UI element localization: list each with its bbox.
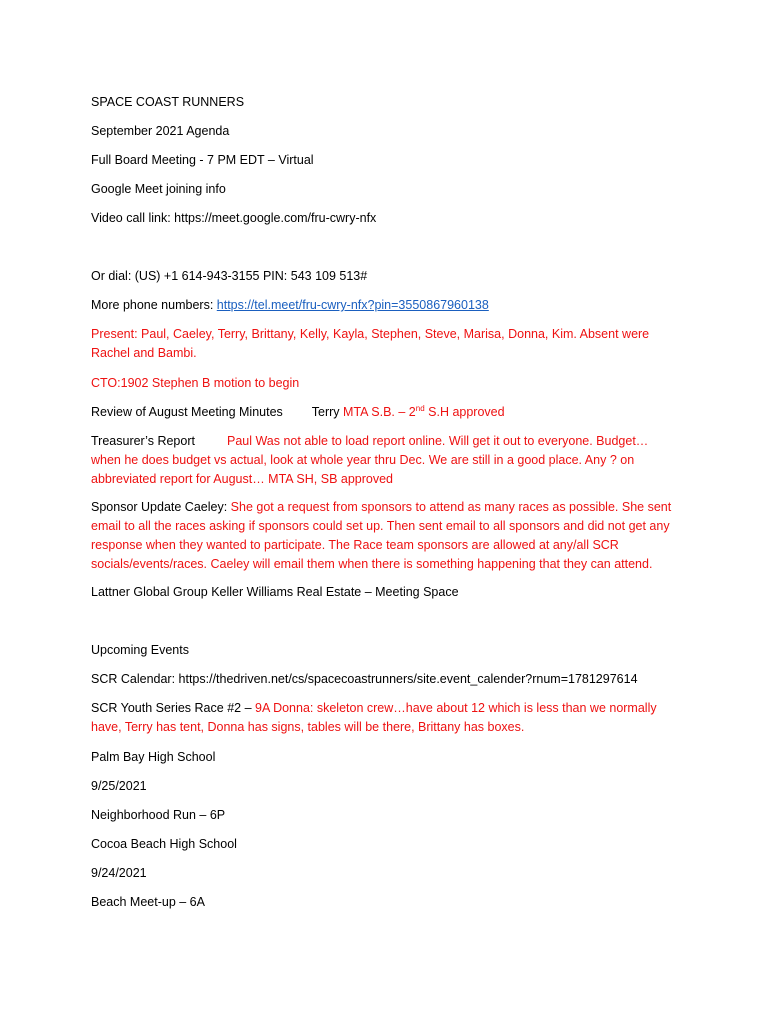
- treasurer-note: Paul Was not able to load report online. Will get it out to everyone. Budget… when he does budget vs actual, look at whole year thru Dec. We are still in a good place. Any ? on abbreviated report for August… MTA SH, SB approved: [91, 434, 649, 486]
- youth-series: [91, 699, 666, 737]
- agenda-title: September 2021 Agenda: [91, 124, 230, 138]
- present-line: Present: Paul, Caeley, Terry, Brittany, Kelly, Kayla, Stephen, Steve, Marisa, Donna, Kim. Absent were Rachel and Bambi.: [91, 327, 650, 360]
- beach-meetup: Beach Meet-up – 6A: [91, 895, 205, 909]
- palm-bay-school: Palm Bay High School: [91, 750, 216, 764]
- lattner-line: Lattner Global Group Keller Williams Real Estate – Meeting Space: [91, 585, 459, 599]
- cocoa-beach-school: Cocoa Beach High School: [91, 837, 237, 851]
- dial-info: Or dial: (US) +1 614-943-3155 PIN: 543 109 513#: [91, 269, 368, 283]
- sponsor-update: [91, 498, 686, 574]
- org-name: SPACE COAST RUNNERS: [91, 95, 245, 109]
- date-cocoa-beach: 9/24/2021: [91, 866, 147, 880]
- sponsor-label: Sponsor Update Caeley:: [91, 500, 231, 514]
- video-call-link: Video call link: https://meet.google.com/fru-cwry-nfx: [91, 211, 377, 225]
- meet-info: Google Meet joining info: [91, 182, 226, 196]
- upcoming-events-heading: Upcoming Events: [91, 643, 189, 657]
- sponsor-note: She got a request from sponsors to attend as many races as possible. She sent email to all the races asking if sponsors could set up. Then sent email to all sponsors and did not get any response when they wanted to participate. The Race team sponsors are allowed at any/all SCR socials/events/races. Caeley will email them when there is something happening that they can attend.: [91, 500, 672, 571]
- neighborhood-run: Neighborhood Run – 6P: [91, 808, 226, 822]
- review-note: MTA S.B. – 2nd S.H approved: [343, 403, 505, 419]
- youth-label: SCR Youth Series Race #2 –: [91, 701, 255, 715]
- phone-numbers-label: More phone numbers:: [91, 298, 217, 312]
- scr-calendar: SCR Calendar: https://thedriven.net/cs/spacecoastrunners/site.event_calender?rnum=1781297614: [91, 672, 638, 686]
- cto-line: CTO:1902 Stephen B motion to begin: [91, 376, 300, 390]
- date-palm-bay: 9/25/2021: [91, 779, 147, 793]
- treasurer-label: Treasurer’s Report: [91, 434, 195, 448]
- review-minutes: [91, 403, 691, 422]
- review-who: Terry: [311, 405, 344, 419]
- phone-numbers-link[interactable]: https://tel.meet/fru-cwry-nfx?pin=3550867960138: [216, 298, 489, 312]
- phone-numbers: [91, 296, 691, 315]
- youth-note: 9A Donna: skeleton crew…have about 12 which is less than we normally have, Terry has tent, Donna has signs, tables will be there, Brittany has boxes.: [91, 701, 657, 734]
- treasurer-report: [91, 432, 671, 489]
- meeting-line: Full Board Meeting - 7 PM EDT – Virtual: [91, 153, 314, 167]
- review-label: Review of August Meeting Minutes: [91, 405, 283, 419]
